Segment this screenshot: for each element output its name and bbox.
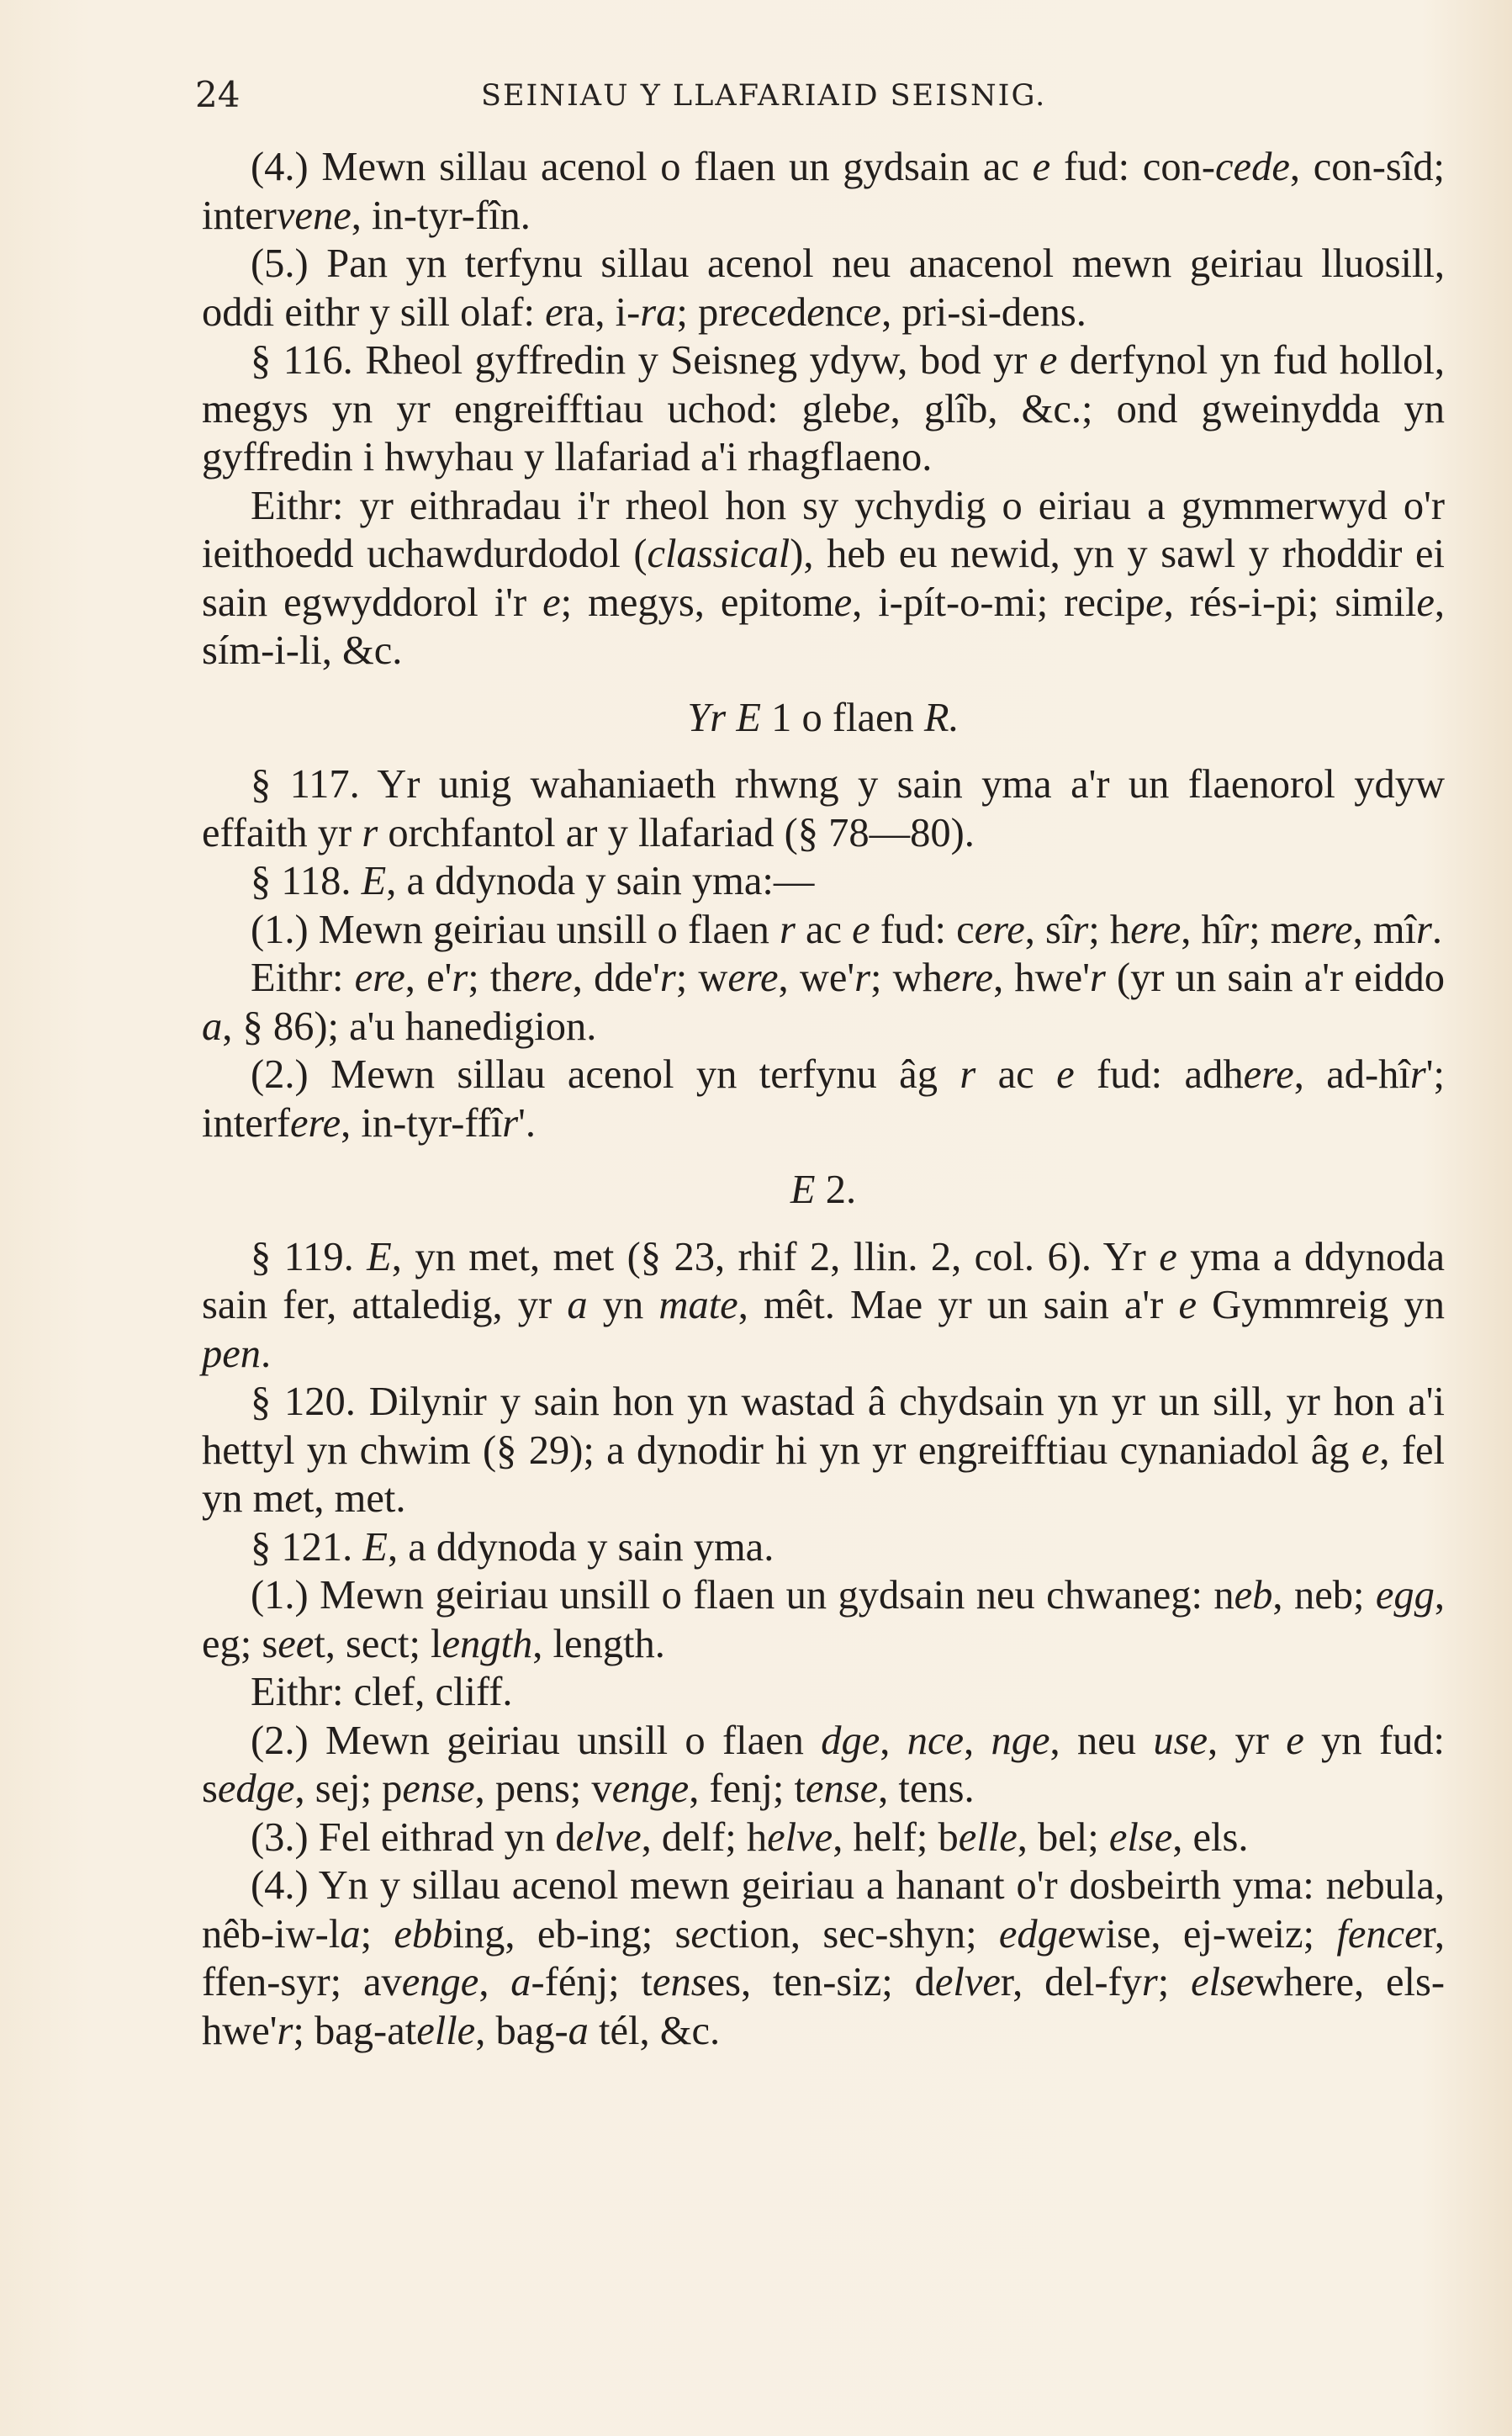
- paragraph-121-eithr: Eithr: clef, cliff.: [251, 1670, 513, 1714]
- running-head: SEINIAU Y LLAFARIAID SEISNIG.: [481, 79, 1047, 113]
- paragraph-121-4: (4.) Yn y sillau acenol mewn geiriau a hanant o'r dosbeirth yma: nebula, nêb-iw-la; ebbing, eb-ing; section, sec-shyn; edgewise, ej-weiz; fencer, ffen-syr; avenge, a-fénj; tenses, ten-siz; delver, del-fyr; elsewhere, els-hwe'r; bag-atelle, bag-a tél, &c.: [202, 1863, 1446, 2053]
- heading-e2: E 2.: [790, 1168, 857, 1212]
- paragraph-121-1: (1.) Mewn geiriau unsill o flaen un gydsain neu chwaneg: neb, neb; egg, eg; seet, sect; length, length.: [202, 1573, 1445, 1666]
- paragraph-eithr-classical: Eithr: yr eithradau i'r rheol hon sy ychydig o eiriau a gymmerwyd o'r ieithoedd uchawdurdodol (classical), heb eu newid, yn y sawl y rhoddir ei sain egwyddorol i'r e; megys, epitome, i-pít-o-mi; recipe, rés-i-pi; simile, sím-i-li, &c.: [202, 483, 1446, 673]
- paragraph-121-3: (3.) Fel eithrad yn delve, delf; helve, helf; belle, bel; else, els.: [251, 1814, 1249, 1860]
- page-header: [195, 74, 1423, 124]
- paragraph-118-1: (1.) Mewn geiriau unsill o flaen r ac e fud: cere, sîr; here, hîr; mere, mîr.: [251, 907, 1443, 952]
- body-text: [202, 143, 1445, 2055]
- paragraph-121-2: (2.) Mewn geiriau unsill o flaen dge, nce, nge, neu use, yr e yn fud: sedge, sej; pense, pens; venge, fenj; tense, tens.: [202, 1718, 1446, 1811]
- paragraph-4-concede: (4.) Mewn sillau acenol o flaen un gydsain ac e fud: con-cede, con-sîd; intervene, in-tyr-fîn.: [202, 145, 1445, 238]
- section-120: § 120. Dilynir y sain hon yn wastad â chydsain yn yr un sill, yr hon a'i hettyl yn chwim (§ 29); a dynodir hi yn yr engreifftiau cynaniadol âg e, fel yn met, met.: [202, 1380, 1445, 1521]
- paragraph-118-2: (2.) Mewn sillau acenol yn terfynu âg r ac e fud: adhere, ad-hîr'; interfere, in-tyr-ffîr'.: [202, 1052, 1445, 1146]
- paragraph-5-pan-yn-terfynu: (5.) Pan yn terfynu sillau acenol neu anacenol mewn geiriau lluosill, oddi eithr y sill olaf: era, i-ra; precedence, pri-si-dens.: [202, 241, 1445, 335]
- section-118: § 118. E, a ddynoda y sain yma:—: [251, 859, 815, 903]
- heading-e1-before-r: Yr E 1 o flaen R.: [687, 695, 960, 740]
- section-116: § 116. Rheol gyffredin y Seisneg ydyw, bod yr e derfynol yn fud hollol, megys yn yr engreifftiau uchod: glebe, glîb, &c.; ond gweinydda yn gyffredin i hwyhau y llafariad a'i rhagflaeno.: [202, 338, 1445, 479]
- section-117: § 117. Yr unig wahaniaeth rhwng y sain yma a'r un flaenorol ydyw effaith yr r orchfantol ar y llafariad (§ 78—80).: [202, 762, 1445, 855]
- paragraph-118-eithr: Eithr: ere, e'r; there, dde'r; were, we'r; where, hwe'r (yr un sain a'r eiddo a, § 86); a'u hanedigion.: [202, 956, 1446, 1049]
- section-121: § 121. E, a ddynoda y sain yma.: [251, 1524, 775, 1570]
- page-number: 24: [195, 74, 241, 115]
- section-119: § 119. E, yn met, met (§ 23, rhif 2, llin. 2, col. 6). Yr e yma a ddynoda sain fer, attaledig, yr a yn mate, mêt. Mae yr un sain a'r e Gymmreig yn pen.: [202, 1234, 1445, 1376]
